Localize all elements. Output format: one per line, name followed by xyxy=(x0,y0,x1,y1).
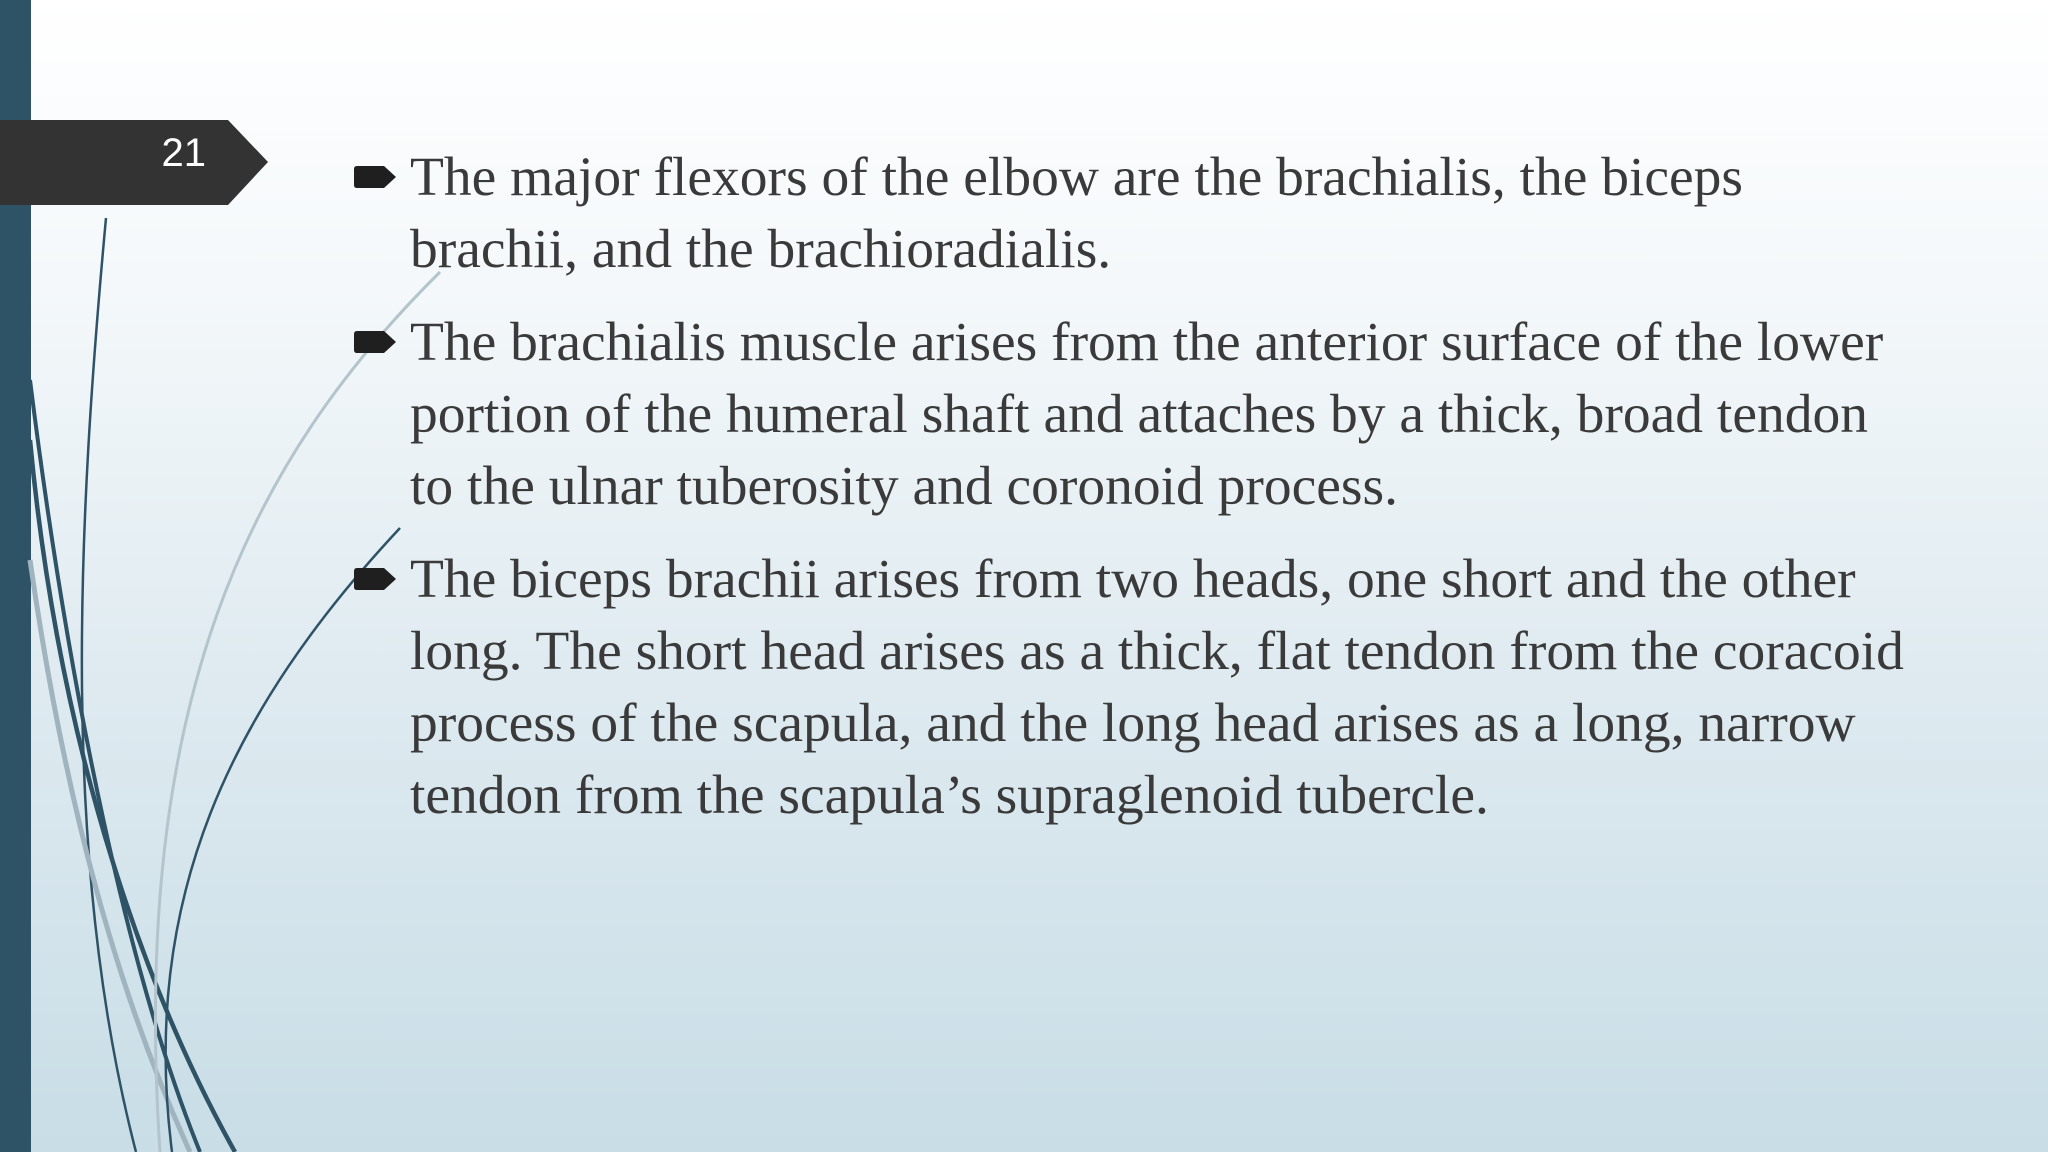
bullet-item xyxy=(350,307,1920,523)
bullet-text: The biceps brachii arises from two heads, one short and the other long. The short head arises as a thick, flat tendon from the coracoid process of the scapula, and the long head arises as a long, narrow tendon from the scapula’s supraglenoid tubercle. xyxy=(410,549,1904,826)
slide-number: 21 xyxy=(161,131,206,175)
bullet-text: The major flexors of the elbow are the brachialis, the biceps brachii, and the brachioradialis. xyxy=(410,147,1744,280)
bullet-item xyxy=(350,544,1920,832)
bullet-list xyxy=(350,142,1920,853)
slide-number-tag xyxy=(0,120,268,205)
bullet-text: The brachialis muscle arises from the anterior surface of the lower portion of the humeral shaft and attaches by a thick, broad tendon to the ulnar tuberosity and coronoid process. xyxy=(410,312,1884,517)
bullet-item xyxy=(350,142,1920,286)
arrow-bullet-icon xyxy=(354,164,398,190)
arrow-bullet-icon xyxy=(354,566,398,592)
arrow-bullet-icon xyxy=(354,329,398,355)
